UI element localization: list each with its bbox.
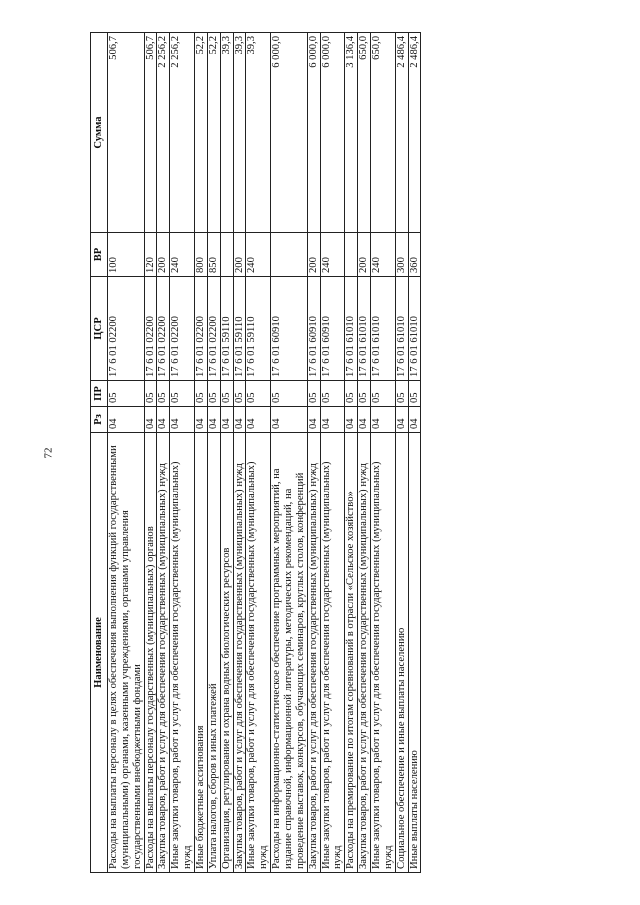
table-row (233, 33, 246, 873)
cell-rz: 04 (207, 407, 220, 433)
cell-csr: 17 6 01 60910 (320, 277, 345, 381)
header-csr: ЦСР (91, 277, 108, 381)
cell-rz: 04 (271, 407, 308, 433)
cell-pr: 05 (246, 381, 271, 407)
cell-sum: 6 000,0 (307, 33, 320, 233)
cell-csr: 17 6 01 02200 (108, 277, 145, 381)
cell-name: Закупка товаров, работ и услуг для обеспечения государственных (муниципальных) нужд (307, 433, 320, 873)
budget-table-wrapper (90, 33, 584, 873)
cell-rz: 04 (157, 407, 170, 433)
cell-sum: 39,3 (220, 33, 233, 233)
cell-name: Иные закупки товаров, работ и услуг для обеспечения государственных (муниципальных) нужд (320, 433, 345, 873)
cell-vr: 240 (246, 233, 271, 277)
cell-csr: 17 6 01 61010 (358, 277, 371, 381)
cell-rz: 04 (108, 407, 145, 433)
cell-vr: 240 (371, 233, 396, 277)
cell-sum: 6 000,0 (320, 33, 345, 233)
table-row (307, 33, 320, 873)
header-pr: ПР (91, 381, 108, 407)
cell-sum: 650,0 (371, 33, 396, 233)
table-row (220, 33, 233, 873)
cell-csr: 17 6 01 61010 (408, 277, 421, 381)
cell-vr: 100 (108, 233, 145, 277)
cell-pr: 05 (271, 381, 308, 407)
header-sum: Сумма (91, 33, 108, 233)
table-row (320, 33, 345, 873)
cell-name: Расходы на премирование по итогам соревнований в отрасли «Сельское хозяйство» (345, 433, 358, 873)
cell-rz: 04 (345, 407, 358, 433)
cell-name: Иные закупки товаров, работ и услуг для обеспечения государственных (муниципальных) нужд (170, 433, 195, 873)
cell-pr: 05 (207, 381, 220, 407)
budget-table-rotated-frame (90, 33, 584, 873)
cell-sum: 52,2 (207, 33, 220, 233)
cell-vr: 200 (307, 233, 320, 277)
cell-vr: 200 (157, 233, 170, 277)
table-row (108, 33, 145, 873)
cell-vr (271, 233, 308, 277)
table-row (371, 33, 396, 873)
cell-pr: 05 (108, 381, 145, 407)
cell-vr: 360 (408, 233, 421, 277)
table-row (144, 33, 157, 873)
cell-csr: 17 6 01 02200 (195, 277, 208, 381)
cell-name: Закупка товаров, работ и услуг для обеспечения государственных (муниципальных) нужд (157, 433, 170, 873)
table-row (395, 33, 408, 873)
cell-sum: 39,3 (246, 33, 271, 233)
cell-csr: 17 6 01 59110 (220, 277, 233, 381)
page-number-text: 72 (42, 447, 54, 458)
cell-vr: 120 (144, 233, 157, 277)
cell-name: Расходы на выплаты персоналу государственных (муниципальных) органов (144, 433, 157, 873)
cell-csr: 17 6 01 61010 (395, 277, 408, 381)
cell-name: Иные выплаты населению (408, 433, 421, 873)
cell-rz: 04 (220, 407, 233, 433)
cell-sum: 2 486,4 (395, 33, 408, 233)
table-header (91, 33, 108, 873)
cell-sum: 6 000,0 (271, 33, 308, 233)
table-row (207, 33, 220, 873)
cell-sum: 2 486,4 (408, 33, 421, 233)
cell-csr: 17 6 01 60910 (271, 277, 308, 381)
table-row (358, 33, 371, 873)
cell-pr: 05 (371, 381, 396, 407)
cell-pr: 05 (408, 381, 421, 407)
cell-rz: 04 (320, 407, 345, 433)
cell-vr: 300 (395, 233, 408, 277)
cell-csr: 17 6 01 02200 (207, 277, 220, 381)
cell-rz: 04 (408, 407, 421, 433)
cell-csr: 17 6 01 60910 (307, 277, 320, 381)
cell-name: Иные бюджетные ассигнования (195, 433, 208, 873)
cell-vr: 240 (170, 233, 195, 277)
cell-sum: 3 136,4 (345, 33, 358, 233)
cell-csr: 17 6 01 61010 (371, 277, 396, 381)
cell-pr: 05 (395, 381, 408, 407)
cell-pr: 05 (307, 381, 320, 407)
cell-csr: 17 6 01 02200 (144, 277, 157, 381)
cell-vr: 200 (233, 233, 246, 277)
table-row (408, 33, 421, 873)
cell-name: Уплата налогов, сборов и иных платежей (207, 433, 220, 873)
cell-name: Социальное обеспечение и иные выплаты населению (395, 433, 408, 873)
cell-rz: 04 (246, 407, 271, 433)
cell-rz: 04 (170, 407, 195, 433)
cell-pr: 05 (144, 381, 157, 407)
table-row (195, 33, 208, 873)
cell-pr: 05 (220, 381, 233, 407)
cell-csr: 17 6 01 02200 (170, 277, 195, 381)
cell-rz: 04 (144, 407, 157, 433)
page-number (38, 0, 58, 905)
cell-rz: 04 (195, 407, 208, 433)
cell-vr (345, 233, 358, 277)
cell-csr: 17 6 01 59110 (233, 277, 246, 381)
table-row (271, 33, 308, 873)
cell-name: Закупка товаров, работ и услуг для обеспечения государственных (муниципальных) нужд (233, 433, 246, 873)
cell-sum: 506,7 (144, 33, 157, 233)
cell-name: Расходы на информационно-статистическое обеспечение программных мероприятий, на издание справочной, информационной литературы, методических рекомендаций, на проведение выставок, конкурсов, обучающих семинаров, круглых столов, конференций (271, 433, 308, 873)
cell-sum: 2 256,2 (170, 33, 195, 233)
cell-rz: 04 (371, 407, 396, 433)
table-body (108, 33, 421, 873)
cell-vr: 850 (207, 233, 220, 277)
cell-name: Закупка товаров, работ и услуг для обеспечения государственных (муниципальных) нужд (358, 433, 371, 873)
cell-csr: 17 6 01 02200 (157, 277, 170, 381)
cell-pr: 05 (195, 381, 208, 407)
cell-vr: 200 (358, 233, 371, 277)
cell-rz: 04 (233, 407, 246, 433)
header-vr: ВР (91, 233, 108, 277)
header-row (91, 33, 108, 873)
cell-rz: 04 (307, 407, 320, 433)
cell-vr (220, 233, 233, 277)
cell-vr: 800 (195, 233, 208, 277)
cell-name: Иные закупки товаров, работ и услуг для обеспечения государственных (муниципальных) нужд (371, 433, 396, 873)
cell-name: Организация, регулирование и охрана водных биологических ресурсов (220, 433, 233, 873)
header-name: Наименование (91, 433, 108, 873)
cell-sum: 506,7 (108, 33, 145, 233)
cell-pr: 05 (157, 381, 170, 407)
cell-pr: 05 (358, 381, 371, 407)
cell-rz: 04 (358, 407, 371, 433)
cell-pr: 05 (345, 381, 358, 407)
table-row (157, 33, 170, 873)
cell-name: Расходы на выплаты персоналу в целях обеспечения выполнения функций государственными (муниципальными) органами, казенными учреждениями, органами управления государственными внебюджетными фондами (108, 433, 145, 873)
cell-sum: 52,2 (195, 33, 208, 233)
cell-sum: 2 256,2 (157, 33, 170, 233)
table-row (246, 33, 271, 873)
cell-name: Иные закупки товаров, работ и услуг для обеспечения государственных (муниципальных) нужд (246, 433, 271, 873)
cell-pr: 05 (320, 381, 345, 407)
cell-pr: 05 (170, 381, 195, 407)
cell-sum: 39,3 (233, 33, 246, 233)
header-rz: Рз (91, 407, 108, 433)
cell-csr: 17 6 01 61010 (345, 277, 358, 381)
table-row (345, 33, 358, 873)
cell-rz: 04 (395, 407, 408, 433)
budget-table (90, 32, 421, 873)
cell-csr: 17 6 01 59110 (246, 277, 271, 381)
table-row (170, 33, 195, 873)
cell-sum: 650,0 (358, 33, 371, 233)
cell-vr: 240 (320, 233, 345, 277)
cell-pr: 05 (233, 381, 246, 407)
